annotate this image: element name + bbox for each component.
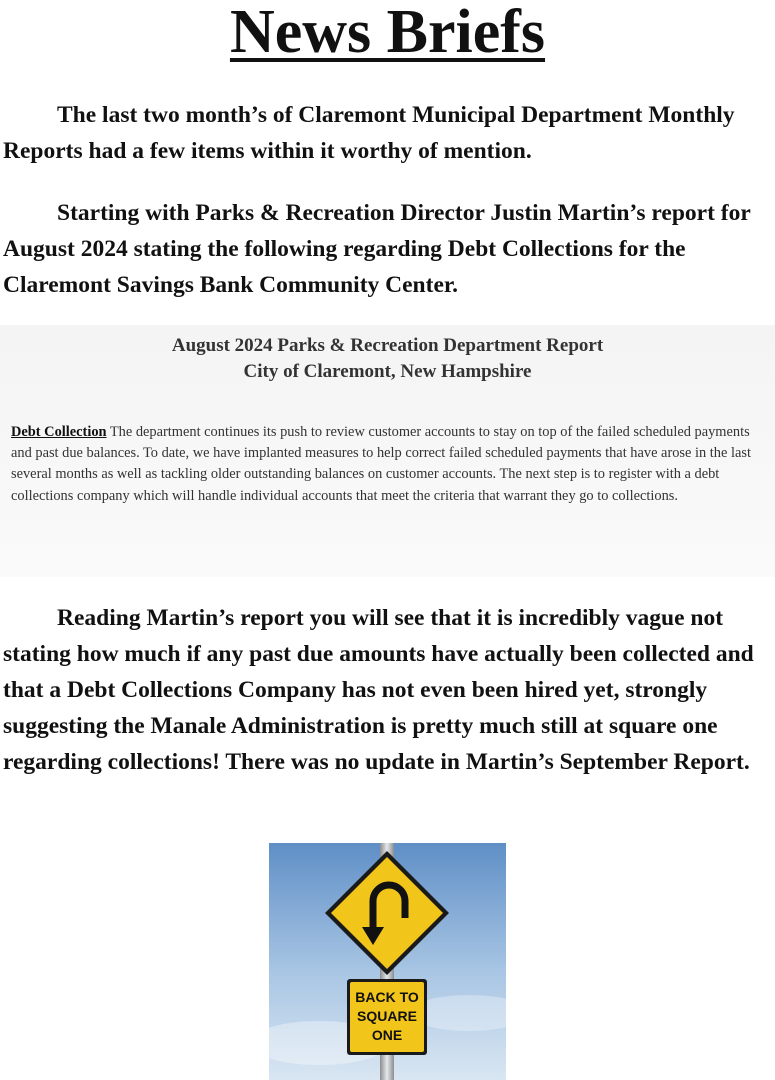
report-excerpt-body [11, 422, 763, 507]
page-title: News Briefs [229, 0, 546, 66]
debt-collection-label: Debt Collection [11, 424, 107, 440]
sign-text-line3: ONE [371, 1027, 403, 1043]
road-sign-illustration [269, 843, 506, 1080]
intro-paragraph: The last two month’s of Claremont Municipal Department Monthly Reports had a few items within it worthy of mention. [3, 102, 735, 164]
context-paragraph: Starting with Parks & Recreation Director Justin Martin’s report for August 2024 stating the following regarding Debt Collections for the Claremont Savings Bank Community Center. [3, 200, 751, 298]
debt-collection-text: The department continues its push to review customer accounts to stay on top of the failed scheduled payments and past due balances. To date, we have implanted measures to help correct failed scheduled payments that have arose in the last several months as well as tackling older outstanding balances on customer accounts. The next step is to register with a debt collections company which will handle individual accounts that meet the criteria that warrant they go to collections. [11, 424, 751, 504]
report-heading-line2: City of Claremont, New Hampshire [243, 361, 532, 382]
analysis-paragraph: Reading Martin’s report you will see that it is incredibly vague not stating how much if any past due amounts have actually been collected and that a Debt Collections Company has not even been hired yet, strongly suggesting the Manale Administration is pretty much still at square one regarding collections! There was no update in Martin’s September Report. [3, 605, 754, 775]
report-excerpt-heading [0, 333, 775, 385]
report-excerpt-image [0, 325, 775, 577]
report-heading-line1: August 2024 Parks & Recreation Department Report [171, 335, 604, 356]
sign-text-line1: BACK TO [355, 989, 419, 1005]
back-to-square-one-sign-image [269, 843, 506, 1080]
sign-text-line2: SQUARE [357, 1008, 417, 1024]
